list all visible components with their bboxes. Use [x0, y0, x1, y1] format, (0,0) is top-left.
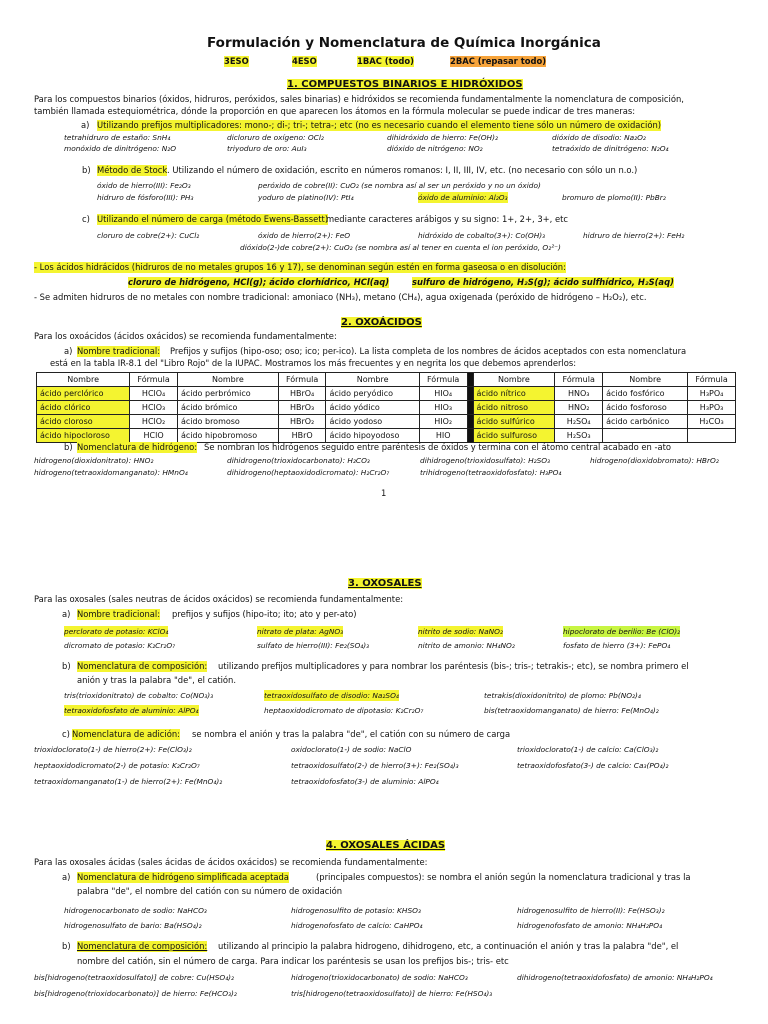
s1-c-ex-5: dióxido(2-)de cobre(2+): CuO₂ (se nombra así al tener en cuenta el ion peróxido, O₂²⁻): [240, 243, 561, 252]
s3-b-text-1: utilizando prefijos multiplicadores y para nombrar los paréntesis (bis-; tris-; tetrakis-; etc), se nombra primero el: [218, 661, 689, 671]
s3-b-ex-5: heptaoxidodicromato de dipotasio: K₂Cr₂O₇: [264, 706, 424, 715]
s4-b-ex-1: bis[hidrogeno(tetraoxidosulfato)] de cobre: Cu(HSO₄)₂: [34, 973, 235, 982]
table-cell: ácido carbónico: [603, 415, 688, 429]
col-header: Nombre: [37, 373, 130, 387]
s1-c-highlight: Utilizando el número de carga (método Ewens-Bassett): [97, 214, 329, 224]
s3-a-text: prefijos y sufijos (hipo-ito; ito; ato y per-ato): [172, 609, 357, 619]
table-row: [37, 387, 736, 401]
s1-c-ex-4: hidruro de hierro(2+): FeH₂: [583, 231, 685, 240]
table-cell: ácido brómico: [177, 401, 278, 415]
s2-a-highlight: Nombre tradicional:: [77, 346, 161, 356]
table-header-row: [37, 373, 736, 387]
s2-b-label: b): [64, 442, 73, 452]
s4-a-ex-5: hidrogenofosfato de calcio: CaHPO₄: [291, 921, 423, 930]
col-header: Fórmula: [130, 373, 178, 387]
col-header: Nombre: [473, 373, 555, 387]
s3-b-text-2: anión y tras la palabra "de", el catión.: [77, 675, 237, 685]
table-cell: HNO₂: [555, 401, 603, 415]
s3-a-ex-2: nitrato de plata: AgNO₃: [257, 627, 344, 636]
s4-b-ex-3: dihidrogeno(tetraoxidofosfato) de amonio: NH₄H₂PO₄: [517, 973, 713, 982]
s3-a-ex-5: dicromato de potasio: K₂Cr₂O₇: [64, 641, 176, 650]
s3-c-label: c): [62, 729, 70, 739]
s3-b-ex-2: tetraoxidosulfato de disodio: Na₂SO₄: [264, 691, 399, 700]
s3-b-ex-6: bis(tetraoxidomanganato) de hierro: Fe(MnO₄)₂: [484, 706, 659, 715]
section-1-heading: 1. COMPUESTOS BINARIOS E HIDRÓXIDOS: [287, 79, 523, 90]
traditional-names-line: - Se admiten hidruros de no metales con nombre tradicional: amoniaco (NH₃), metano (CH₄), agua oxigenada (peróxido de hidrógeno – H₂O₂), etc.: [34, 292, 647, 302]
table-cell: [688, 429, 736, 443]
s1-c-ex-3: hidróxido de cobalto(3+): Co(OH)₃: [418, 231, 546, 240]
table-cell: ácido perclórico: [37, 387, 130, 401]
s3-a-highlight: Nombre tradicional:: [77, 609, 161, 619]
table-row: [37, 401, 736, 415]
table-row: [37, 415, 736, 429]
s4-a-highlight: Nomenclatura de hidrógeno simplificada aceptada: [77, 872, 289, 882]
s1-b-text: . Utilizando el número de oxidación, escrito en números romanos: I, II, III, IV, etc. (no necesario con sólo un n.o.): [167, 165, 638, 175]
s4-intro: Para las oxosales ácidas (sales ácidas de ácidos oxácidos) se recomienda fundamentalmente:: [34, 857, 428, 867]
s1-c-text: mediante caracteres arábigos y su signo: 1+, 2+, 3+, etc: [326, 214, 569, 224]
s2-b-ex-1: hidrogeno(dioxidonitrato): HNO₂: [34, 456, 154, 465]
s3-a-ex-4: hipoclorato de berilio: Be (ClO)₂: [563, 627, 681, 636]
level-2bac: 2BAC (repasar todo): [450, 56, 547, 66]
s1-a-ex-4: dióxido de disodio: Na₂O₂: [552, 133, 646, 142]
table-cell: ácido fosforoso: [603, 401, 688, 415]
table-cell: ácido nítrico: [473, 387, 555, 401]
s4-a-text-1: (principales compuestos): se nombra el anión según la nomenclatura tradicional y tras la: [316, 872, 691, 882]
s4-a-ex-1: hidrogenocarbonato de sodio: NaHCO₃: [64, 906, 207, 915]
section-3-heading: 3. OXOSALES: [348, 578, 422, 589]
page-title: Formulación y Nomenclatura de Química Inorgánica: [207, 35, 601, 51]
s1-b-ex-1: óxido de hierro(III): Fe₂O₃: [97, 181, 191, 190]
s1-a-ex-7: dióxido de nitrógeno: NO₂: [387, 144, 483, 153]
table-cell: HBrO₄: [278, 387, 326, 401]
table-cell: ácido sulfuroso: [473, 429, 555, 443]
table-cell: HClO₄: [130, 387, 178, 401]
s2-a-label: a): [64, 346, 73, 356]
table-cell: ácido hipoyodoso: [326, 429, 419, 443]
s1-a-text: Utilizando prefijos multiplicadores: mono-; di-; tri-; tetra-; etc (no es necesario cuando el elemento tiene sólo un número de oxidación): [97, 120, 662, 130]
level-1bac: 1BAC (todo): [357, 56, 414, 66]
s3-c-ex-4: heptaoxidodicromato(2-) de potasio: K₂Cr₂O₇: [34, 761, 200, 770]
s3-b-label: b): [62, 661, 71, 671]
s4-a-ex-6: hidrogenofosfato de amonio: NH₄H₂PO₄: [517, 921, 663, 930]
table-cell: ácido yódico: [326, 401, 419, 415]
s4-a-label: a): [62, 872, 71, 882]
s4-b-ex-2: hidrogeno(trioxidocarbonato) de sodio: NaHCO₃: [291, 973, 468, 982]
s3-a-ex-7: nitrito de amonio: NH₄NO₂: [418, 641, 515, 650]
table-cell: H₂SO₄: [555, 415, 603, 429]
table-cell: ácido yodoso: [326, 415, 419, 429]
s3-c-ex-6: tetraoxidofosfato(3-) de calcio: Ca₃(PO₄)₂: [517, 761, 669, 770]
hydracid-example-1: cloruro de hidrógeno, HCl(g); ácido clorhídrico, HCl(aq): [128, 277, 390, 287]
s2-b-text: Se nombran los hidrógenos seguido entre paréntesis de óxidos y termina con el átomo central acabado en -ato: [204, 442, 672, 452]
s2-intro: Para los oxoácidos (ácidos oxácidos) se recomienda fundamentalmente:: [34, 331, 337, 341]
section-4-heading: 4. OXOSALES ÁCIDAS: [326, 840, 446, 851]
s1-a-label: a): [81, 120, 90, 130]
table-cell: ácido peryódico: [326, 387, 419, 401]
table-cell: HIO₄: [419, 387, 467, 401]
table-cell: ácido hipocloroso: [37, 429, 130, 443]
s3-a-label: a): [62, 609, 71, 619]
s2-b-highlight: Nomenclatura de hidrógeno:: [77, 442, 198, 452]
table-cell: ácido clórico: [37, 401, 130, 415]
hydracid-line: - Los ácidos hidrácidos (hidruros de no metales grupos 16 y 17), se denominan según estén en forma gaseosa o en disolución:: [34, 262, 566, 272]
table-cell: H₂SO₃: [555, 429, 603, 443]
s3-intro: Para las oxosales (sales neutras de ácidos oxácidos) se recomienda fundamentalmente:: [34, 594, 404, 604]
s3-a-ex-1: perclorato de potasio: KClO₄: [64, 627, 169, 636]
s1-c-ex-1: cloruro de cobre(2+): CuCl₂: [97, 231, 200, 240]
s4-a-text-2: palabra "de", el nombre del catión con su número de oxidación: [77, 886, 343, 896]
s3-b-highlight: Nomenclatura de composición:: [77, 661, 208, 671]
s3-b-ex-1: tris(trioxidonitrato) de cobalto: Co(NO₃)₃: [64, 691, 214, 700]
s1-a-ex-8: tetraóxido de dinitrógeno: N₂O₄: [552, 144, 669, 153]
s4-b-ex-5: tris[hidrogeno(tetraoxidosulfato)] de hierro: Fe(HSO₄)₃: [291, 989, 493, 998]
table-cell: ácido fosfórico: [603, 387, 688, 401]
s1-b-ex-6: bromuro de plomo(II): PbBr₂: [562, 193, 666, 202]
s1-c-ex-2: óxido de hierro(2+): FeO: [258, 231, 351, 240]
table-cell: [603, 429, 688, 443]
s2-a-text-1: Prefijos y sufijos (hipo-oso; oso; ico; per-ico). La lista completa de los nombres de ácidos aceptados con esta nomenclatura: [170, 346, 687, 356]
s4-a-ex-2: hidrogenosulfito de potasio: KHSO₃: [291, 906, 421, 915]
s4-b-text-2: nombre del catión, sin el número de carga. Para indicar los paréntesis se usan los prefijos bis-; tris- etc: [77, 956, 509, 966]
s1-b-label: b): [82, 165, 91, 175]
s4-b-label: b): [62, 941, 71, 951]
s3-c-highlight: Nomenclatura de adición:: [72, 729, 180, 739]
table-cell: ácido cloroso: [37, 415, 130, 429]
s1-a-ex-5: monóxido de dinitrógeno: N₂O: [64, 144, 177, 153]
s4-a-ex-3: hidrogenosulfito de hierro(II): Fe(HSO₃)₂: [517, 906, 665, 915]
s2-b-ex-3: dihidrogeno(trioxidosulfato): H₂SO₃: [420, 456, 551, 465]
table-cell: HClO₂: [130, 415, 178, 429]
s3-c-ex-1: trioxidoclorato(1-) de hierro(2+): Fe(ClO₃)₂: [34, 745, 192, 754]
table-cell: HIO: [419, 429, 467, 443]
s3-c-ex-7: tetraoxidomanganato(1-) de hierro(2+): Fe(MnO₄)₂: [34, 777, 223, 786]
s1-a-ex-3: dihidróxido de hierro: Fe(OH)₂: [387, 133, 498, 142]
table-cell: H₂CO₃: [688, 415, 736, 429]
s3-a-ex-6: sulfato de hierro(III): Fe₂(SO₄)₃: [257, 641, 370, 650]
table-cell: HIO₂: [419, 415, 467, 429]
table-cell: HClO₃: [130, 401, 178, 415]
col-header: Nombre: [603, 373, 688, 387]
table-cell: HIO₃: [419, 401, 467, 415]
section-2-heading: 2. OXOÁCIDOS: [341, 317, 422, 328]
s3-b-ex-4: tetraoxidofosfato de aluminio: AlPO₄: [64, 706, 199, 715]
s3-c-ex-3: trioxidoclorato(1-) de calcio: Ca(ClO₃)₂: [517, 745, 659, 754]
col-header: Fórmula: [688, 373, 736, 387]
hydracid-example-2: sulfuro de hidrógeno, H₂S(g); ácido sulfhídrico, H₂S(aq): [412, 277, 674, 287]
table-cell: ácido nitroso: [473, 401, 555, 415]
s3-c-ex-5: tetraoxidosulfato(2-) de hierro(3+): Fe₂(SO₄)₃: [291, 761, 459, 770]
table-cell: HNO₃: [555, 387, 603, 401]
s4-a-ex-4: hidrogenosulfato de bario: Ba(HSO₄)₂: [64, 921, 202, 930]
col-header: Fórmula: [278, 373, 326, 387]
s1-a-ex-6: triyoduro de oro: AuI₃: [227, 144, 307, 153]
col-header: Fórmula: [419, 373, 467, 387]
level-3eso: 3ESO: [224, 56, 249, 66]
s4-b-highlight: Nomenclatura de composición:: [77, 941, 208, 951]
s1-intro-2: también llamada estequiométrica, dónde la proporción en que aparecen los átomos en la fórmula molecular se puede indicar de tres maneras:: [34, 106, 636, 116]
s4-b-ex-4: bis[hidrogeno(trioxidocarbonato)] de hierro: Fe(HCO₃)₂: [34, 989, 237, 998]
s1-b-ex-4: yoduro de platino(IV): PtI₄: [258, 193, 354, 202]
s2-b-ex-7: trihidrogeno(tetraoxidofosfato): H₃PO₄: [420, 468, 562, 477]
s1-intro-1: Para los compuestos binarios (óxidos, hidruros, peróxidos, sales binarias) e hidróxidos se recomienda fundamentalmente la nomenclatura de composición,: [34, 94, 684, 104]
s1-b-ex-2: peróxido de cobre(II): CuO₂ (se nombra así al ser un peróxido y no un óxido): [258, 181, 541, 190]
oxoacids-table: [36, 372, 736, 443]
s1-a-ex-1: tetrahidruro de estaño: SnH₄: [64, 133, 171, 142]
s3-c-text: se nombra el anión y tras la palabra "de", el catión con su número de carga: [192, 729, 511, 739]
page-number: 1: [381, 488, 387, 498]
table-cell: ácido perbrómico: [177, 387, 278, 401]
table-row: [37, 429, 736, 443]
table-cell: HBrO₃: [278, 401, 326, 415]
s2-b-ex-6: dihidrogeno(heptaoxidodicromato): H₂Cr₂O₇: [227, 468, 390, 477]
col-header: Nombre: [326, 373, 419, 387]
s4-b-text-1: utilizando al principio la palabra hidrogeno, dihidrogeno, etc, a continuación el anión y tras la palabra "de", el: [218, 941, 679, 951]
table-cell: ácido hipobromoso: [177, 429, 278, 443]
s1-b-ex-5: óxido de aluminio: Al₂O₃: [418, 193, 508, 202]
s2-a-text-2: está en la tabla IR-8.1 del "Libro Rojo" de la IUPAC. Mostramos los más frecuentes y en negrita los que debemos aprenderlos:: [50, 358, 577, 368]
s3-c-ex-8: tetraoxidofosfato(3-) de aluminio: AlPO₄: [291, 777, 439, 786]
s3-b-ex-3: tetrakis(dioxidonitrito) de plomo: Pb(NO₂)₄: [484, 691, 641, 700]
col-header: Fórmula: [555, 373, 603, 387]
table-cell: ácido sulfúrico: [473, 415, 555, 429]
s3-a-ex-3: nitrito de sodio: NaNO₂: [418, 627, 503, 636]
table-cell: H₃PO₃: [688, 401, 736, 415]
s3-a-ex-8: fosfato de hierro (3+): FePO₄: [563, 641, 671, 650]
table-cell: ácido bromoso: [177, 415, 278, 429]
table-cell: HClO: [130, 429, 178, 443]
s2-b-ex-5: hidrogeno(tetraoxidomanganato): HMnO₄: [34, 468, 188, 477]
s1-b-highlight: Método de Stock: [97, 165, 168, 175]
s2-b-ex-4: hidrogeno(dioxidobromato): HBrO₂: [590, 456, 719, 465]
s3-c-ex-2: oxidoclorato(1-) de sodio: NaClO: [291, 745, 412, 754]
table-cell: HBrO: [278, 429, 326, 443]
level-4eso: 4ESO: [292, 56, 317, 66]
table-cell: H₃PO₄: [688, 387, 736, 401]
table-cell: HBrO₂: [278, 415, 326, 429]
s1-c-label: c): [82, 214, 90, 224]
s1-b-ex-3: hidruro de fósforo(III): PH₃: [97, 193, 194, 202]
s1-a-ex-2: dicloruro de oxígeno: OCl₂: [227, 133, 324, 142]
s2-b-ex-2: dihidrogeno(trioxidocarbonato): H₂CO₃: [227, 456, 370, 465]
col-header: Nombre: [177, 373, 278, 387]
